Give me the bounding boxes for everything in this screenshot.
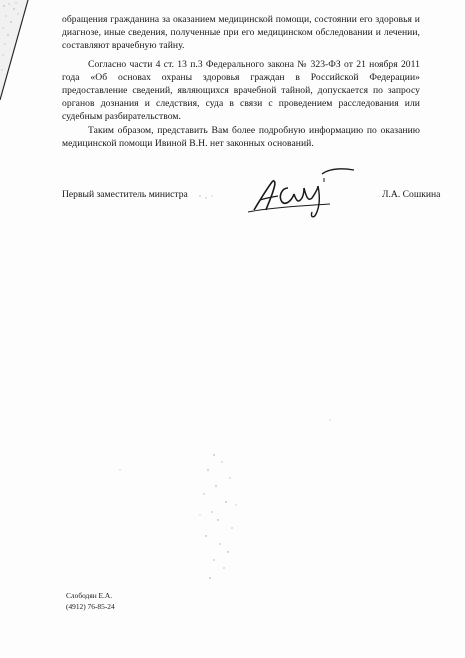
executor-name: Слободян Е.А. xyxy=(66,591,113,600)
signatory-title: Первый заместитель министра xyxy=(62,189,188,200)
paragraph-legal-basis: Согласно части 4 ст. 13 п.3 Федерального закона № 323-ФЗ от 21 ноября 2011 года «Об основах охраны здоровья граждан в Российской Федерации» предоставление сведений, являющихся врачебной тайной, допускается по запросу органов дознания и следствия, суда в связи с проведением расследования или судебным разбирательством. xyxy=(62,59,420,122)
handwritten-signature xyxy=(238,160,358,222)
executor-block xyxy=(66,590,115,612)
signatory-name: Л.А. Сошкина xyxy=(382,189,441,200)
paragraph-confidentiality: обращения гражданина за оказанием медицинской помощи, состоянии его здоровья и диагнозе, иные сведения, полученные при его медицинском обследовании и лечении, составляют врачебную тайну. xyxy=(62,14,420,51)
executor-phone: (4912) 76-85-24 xyxy=(66,602,115,611)
paragraph-conclusion: Таким образом, представить Вам более подробную информацию по оказанию медицинской помощи Ивиной В.Н. нет законных оснований. xyxy=(62,125,420,149)
scanned-corner-fold xyxy=(0,0,70,100)
